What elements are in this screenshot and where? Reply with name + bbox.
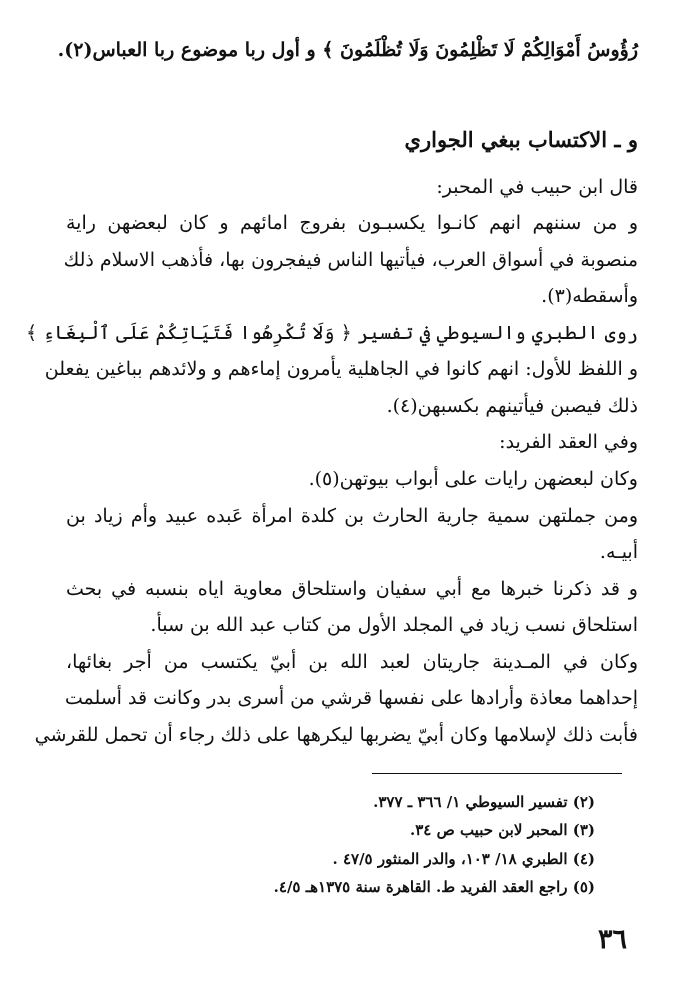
text-line-12: ومن جملتهن سمية جارية الحارث بن كلدة امرأة عَبده عبيد وأم زياد بن	[66, 505, 638, 527]
text-line-10: وفي العقد الفريد:	[499, 431, 638, 453]
text-line-13: أبيـه.	[599, 541, 638, 563]
text-line-16: وكان في المـدينة جاريتان لعبد الله بن أبيّ يكتسب من أجر بغائها،	[66, 651, 638, 673]
text-line-3: قال ابن حبيب في المحبر:	[436, 176, 638, 198]
text-line-6: وأسقطه(٣).	[541, 285, 638, 307]
text-line-4: و من سننهم انهم كانـوا يكسبـون بفروج امائهم و كان لبعضهن راية	[66, 212, 638, 234]
footnote-3: (٣) المحبر لابن حبيب ص ٣٤.	[410, 821, 595, 839]
text-line-9: ذلك فيصبن فيأتينهم بكسبهن(٤).	[386, 395, 638, 417]
text-line-15: استلحاق نسب زياد في المجلد الأول من كتاب عبد الله بن سبأ.	[150, 614, 638, 636]
footnote-2: (٢) تفسير السيوطي ١/ ٣٦٦ ـ ٣٧٧.	[373, 793, 595, 811]
footnote-5: (٥) راجع العقد الفريد ط. القاهرة سنة ١٣٧٥هـ ٤/٥.	[273, 878, 595, 896]
text-line-14: و قد ذكرنا خبرها مع أبي سفيان واستلحاق معاوية اياه بنسبه في بحث	[66, 578, 638, 600]
text-line-18: فأبت ذلك لإسلامها وكان أبيّ يضربها ليكرهها على ذلك رجاء أن تحمل للقرشي	[34, 724, 638, 746]
text-line-17: إحداهما معاذة وأرادها على نفسها قرشي من أسرى بدر وكانت قد أسلمت	[64, 687, 638, 709]
text-line-11: وكان لبعضهن رايات على أبواب بيوتهن(٥).	[308, 468, 638, 490]
page-number: ٣٦	[597, 924, 627, 955]
section-heading: و ـ الاكتساب ببغي الجواري	[404, 127, 638, 152]
footnote-4: (٤) الطبري ١٨/ ١٠٣، والدر المنثور ٤٧/٥ .	[332, 850, 595, 868]
footnote-divider	[372, 773, 622, 774]
text-line-7: روى الطبري والسيوطي في تفسير ﴿ وَلَا تُكْرِهُوا فَتَيَاتِكُمْ عَلَى ٱلْبِغَاءِ ﴾	[26, 322, 638, 344]
text-line-1: رُؤُوسُ أَمْوَالِكُمْ لَا تَظْلِمُونَ وَلَا تُظْلَمُونَ ﴾ و أول ربا موضوع ربا العباس(٢).	[57, 39, 638, 61]
text-line-8: و اللفظ للأول: انهم كانوا في الجاهلية يأمرون إماءهم و ولائدهم بباغين يفعلن	[44, 358, 638, 380]
text-line-5: منصوبة في أسواق العرب، فيأتيها الناس فيفجرون بها، فأذهب الاسلام ذلك	[63, 249, 638, 271]
